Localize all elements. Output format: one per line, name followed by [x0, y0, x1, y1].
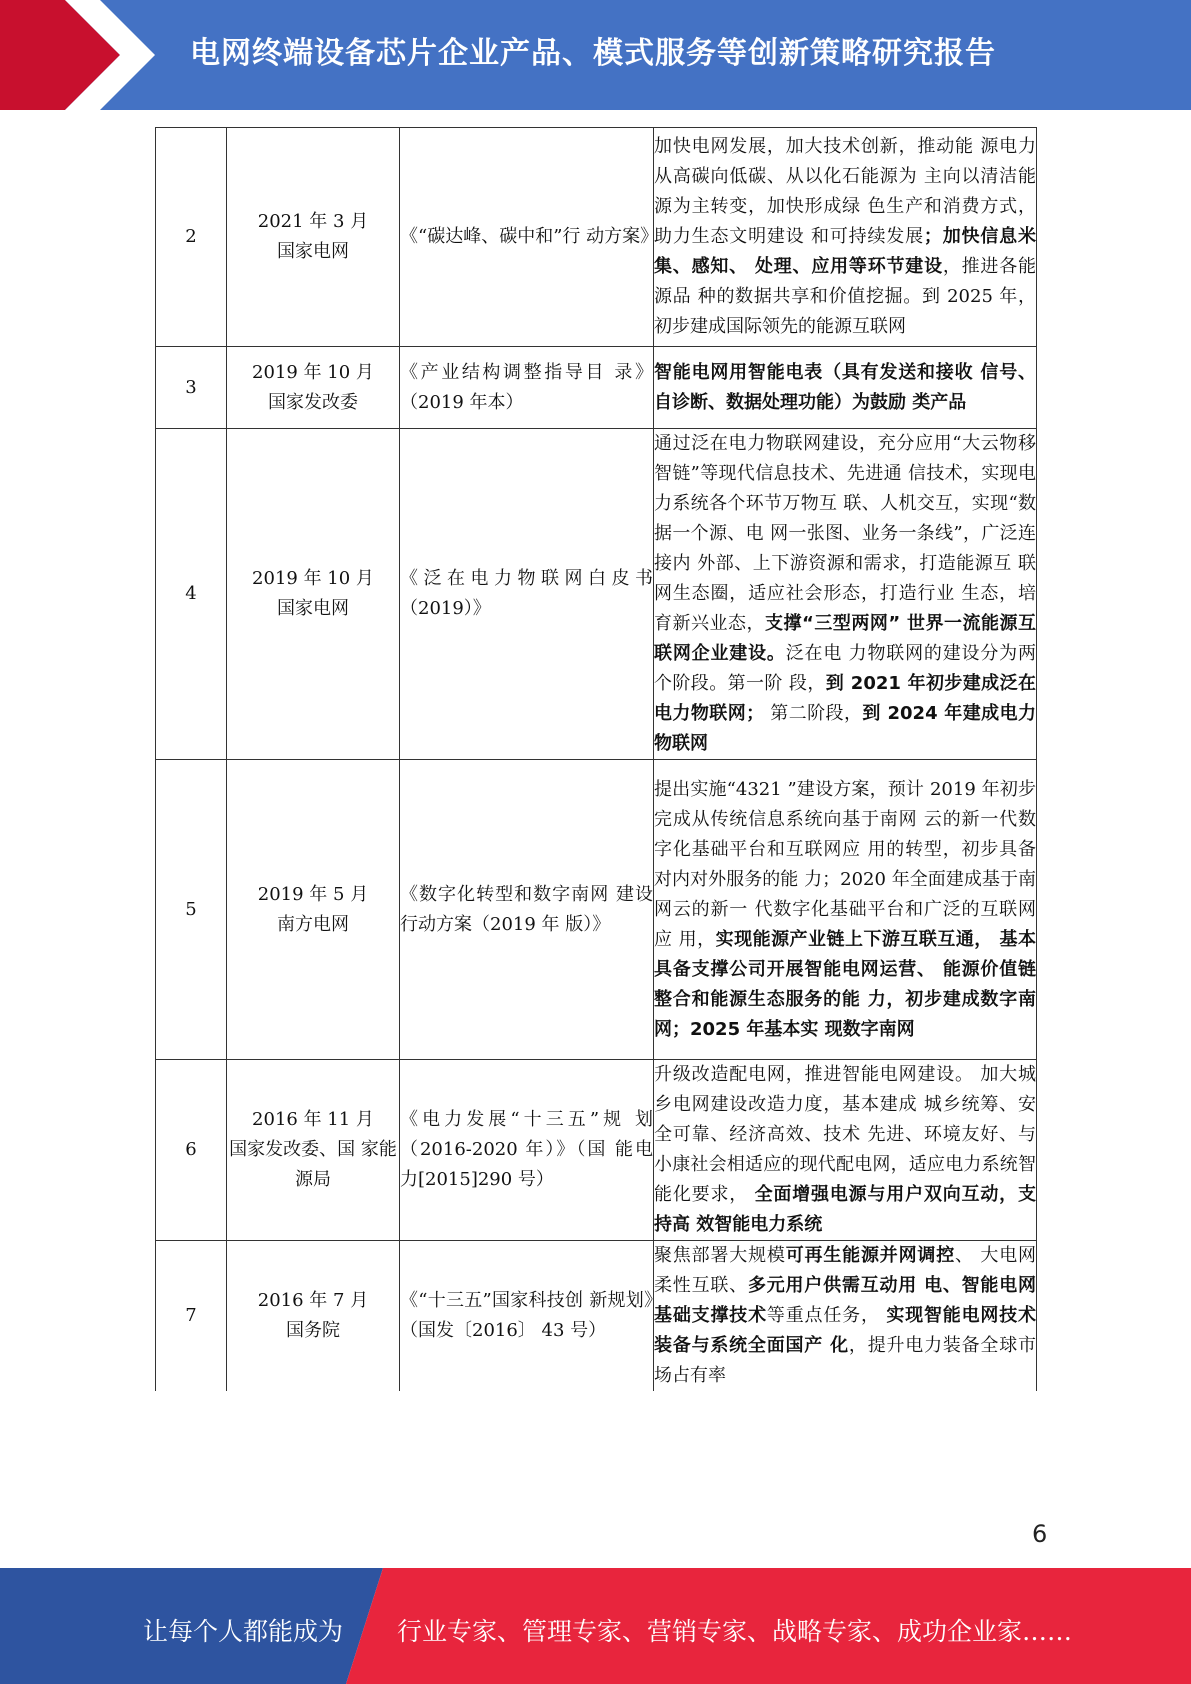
description-text: 等重点任务， — [766, 1305, 887, 1326]
row-number: 7 — [156, 1241, 227, 1392]
date-issuer-cell — [227, 347, 400, 429]
footer-slogan-right: 行业专家、管理专家、营销专家、战略专家、成功企业家…… — [397, 1617, 1073, 1646]
table-row — [156, 1060, 1037, 1241]
description-highlight: 智能电网用智能电表（具有发送和接收 信号、自诊断、数据处理功能）为鼓励 类产品 — [654, 361, 1036, 413]
table-row — [156, 347, 1037, 429]
policy-document: 《“十三五”国家科技创 新规划》（国发〔2016〕 43 号） — [400, 1241, 654, 1392]
description-highlight: 全面增强电源与用户双向互动，支持高 效智能电力系统 — [654, 1184, 1036, 1235]
description-text: ，提升电力装备全球市场占有率 — [654, 1335, 1037, 1386]
policy-document: 《泛在电力物联网白皮书（2019）》 — [400, 429, 654, 760]
description-text: 、 大电网柔性互联、 — [654, 1245, 1037, 1296]
description-highlight: 到 2024 年建成电力物联网 — [654, 703, 1036, 754]
table-row — [156, 128, 1037, 347]
description-text: 升级改造配电网，推进智能电网建设。 加大城乡电网建设改造力度，基本建成 城乡统筹、安全可靠、经济高效、技术 先进、环境友好、与小康社会相适应的现代配电网，适应电力系统智能化要求， — [654, 1064, 1036, 1205]
report-title: 电网终端设备芯片企业产品、模式服务等创新策略研究报告 — [190, 36, 996, 71]
issue-date: 2019 年 10 月 — [252, 568, 374, 589]
policy-description — [654, 347, 1037, 429]
issue-date: 2021 年 3 月 — [257, 211, 369, 232]
table-row — [156, 760, 1037, 1060]
row-number: 6 — [156, 1060, 227, 1241]
policy-document: 《数字化转型和数字南网 建设行动方案（2019 年 版）》 — [400, 760, 654, 1060]
date-issuer-cell — [227, 1060, 400, 1241]
issuer: 国家发改委 — [268, 391, 358, 413]
header-banner — [0, 0, 1191, 110]
table-row — [156, 429, 1037, 760]
policy-document: 《产业结构调整指导目 录》（2019 年本） — [400, 347, 654, 429]
issue-date: 2016 年 7 月 — [257, 1290, 369, 1311]
issuer: 国务院 — [286, 1320, 340, 1341]
description-text: 第二阶段， — [764, 703, 863, 724]
description-text: 泛在电 力物联网的建设分为两个阶段。第一阶 段， — [654, 643, 1036, 694]
description-highlight: 实现能源产业链上下游互联互通， 基本具备支撑公司开展智能电网运营、 能源价值链整合和能源生态服务的能 力，初步建成数字南网；2025 年基本实 现数字南网 — [654, 928, 1037, 1040]
date-issuer-cell — [227, 1241, 400, 1392]
footer-slogan-left: 让每个人都能成为 — [143, 1617, 344, 1646]
description-highlight: 可再生能源并网调控 — [785, 1245, 956, 1266]
date-issuer-cell — [227, 760, 400, 1060]
policy-document: 《“碳达峰、碳中和”行 动方案》 — [400, 128, 654, 347]
policy-description — [654, 760, 1037, 1060]
row-number: 5 — [156, 760, 227, 1060]
policy-document: 《电力发展“十三五”规 划（2016-2020 年）》（国 能电力[2015]290 号） — [400, 1060, 654, 1241]
description-highlight: ；加快信息米集、感知、 处理、应用等环节建设 — [654, 226, 1036, 277]
issue-date: 2019 年 5 月 — [257, 883, 369, 905]
header-arrow-graphic — [0, 0, 160, 110]
description-text: 聚焦部署大规模 — [654, 1245, 786, 1266]
description-highlight: 支撑“三型两网” 世界一流能源互联网企业建设。 — [654, 613, 1037, 664]
policy-description — [654, 1241, 1037, 1392]
issuer: 南方电网 — [277, 913, 349, 935]
table-row — [156, 1241, 1037, 1392]
issue-date: 2016 年 11 月 — [252, 1109, 374, 1130]
row-number: 4 — [156, 429, 227, 760]
issue-date: 2019 年 10 月 — [252, 361, 374, 383]
description-highlight: 实现智能电网技术装备与系统全面国产 化 — [654, 1305, 1037, 1356]
policy-table — [155, 127, 1037, 1391]
description-highlight: 到 2021 年初步建成泛在电力物联网； — [654, 673, 1036, 724]
date-issuer-cell — [227, 128, 400, 347]
policy-description — [654, 429, 1037, 760]
description-text: 通过泛在电力物联网建设，充分应用“大云物移智链”等现代信息技术、先进通 信技术，实现电力系统各个环节万物互 联、人机交互，实现“数据一个源、电 网一张图、业务一条线”，广泛连接内 外部、上下游资源和需求，打造能源互 联网生态圈，适应社会形态，打造行业 生态，培育新兴业态， — [654, 433, 1036, 634]
description-highlight: 多元用户供需互动用 电、智能电网基础支撑技术 — [654, 1275, 1037, 1326]
row-number: 2 — [156, 128, 227, 347]
date-issuer-cell — [227, 429, 400, 760]
page-number: 6 — [1032, 1520, 1048, 1548]
issuer: 国家电网 — [277, 598, 349, 619]
description-text: ，推进各能源品 种的数据共享和价值挖掘。到 2025 年， 初步建成国际领先的能源互联网 — [654, 256, 1037, 337]
description-text: 提出实施“4321 ”建设方案，预计 2019 年初步完成从传统信息系统向基于南网 云的新一代数字化基础平台和互联网应 用的转型，初步具备对内对外服务的能 力；2020 年全面建成基于南网云的新一 代数字化基础平台和广泛的互联网应 用， — [654, 778, 1036, 950]
policy-description — [654, 128, 1037, 347]
row-number: 3 — [156, 347, 227, 429]
description-text: 加快电网发展，加大技术创新，推动能 源电力从高碳向低碳、从以化石能源为 主向以清洁能源为主转变，加快形成绿 色生产和消费方式，助力生态文明建设 和可持续发展 — [654, 136, 1036, 247]
policy-description — [654, 1060, 1037, 1241]
issuer: 国家电网 — [277, 241, 349, 262]
issuer: 国家发改委、国 家能源局 — [229, 1139, 397, 1190]
